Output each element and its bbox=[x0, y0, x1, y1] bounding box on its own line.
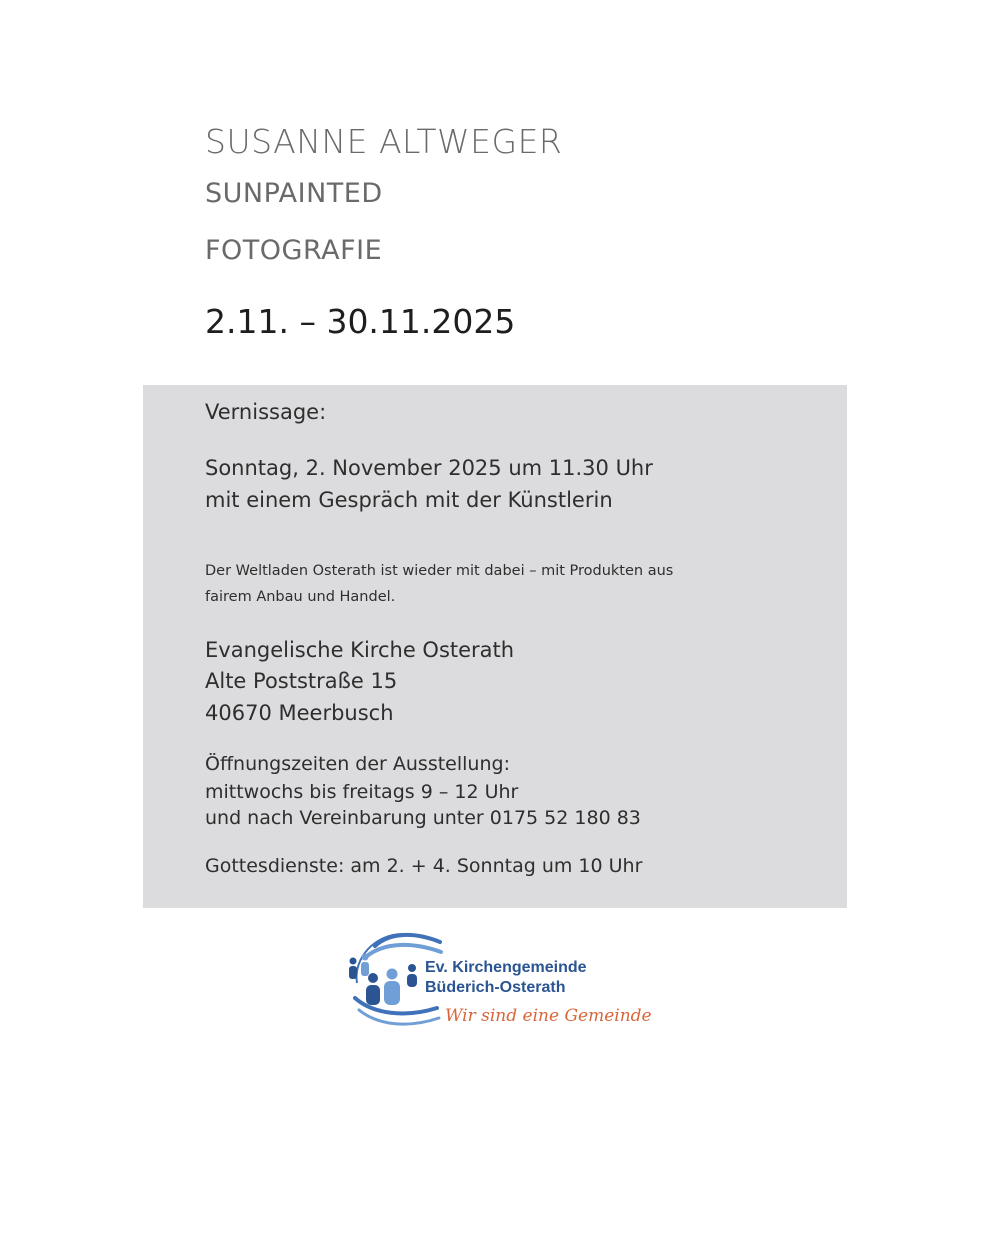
weltladen-note-line1: Der Weltladen Osterath ist wieder mit dabei – mit Produkten aus bbox=[205, 563, 674, 579]
info-panel bbox=[143, 385, 847, 908]
church-logo bbox=[345, 928, 665, 1038]
exhibition-dates: 2.11. – 30.11.2025 bbox=[205, 302, 516, 341]
opening-hours-label: Öffnungszeiten der Ausstellung: bbox=[205, 753, 510, 775]
congregation-emblem-icon bbox=[345, 928, 445, 1028]
vernissage-talk: mit einem Gespräch mit der Künstlerin bbox=[205, 488, 613, 512]
vernissage-date: Sonntag, 2. November 2025 um 11.30 Uhr bbox=[205, 456, 653, 480]
logo-name-line1: Ev. Kirchengemeinde bbox=[425, 959, 587, 976]
church-services: Gottesdienste: am 2. + 4. Sonntag um 10 Uhr bbox=[205, 855, 643, 877]
vernissage-label: Vernissage: bbox=[205, 400, 327, 424]
logo-slogan: Wir sind eine Gemeinde bbox=[445, 1006, 652, 1026]
venue-city: 40670 Meerbusch bbox=[205, 701, 394, 725]
exhibition-medium: FOTOGRAFIE bbox=[205, 235, 383, 266]
artist-name: SUSANNE ALTWEGER bbox=[205, 122, 563, 161]
venue-name: Evangelische Kirche Osterath bbox=[205, 638, 515, 662]
opening-hours-appointment: und nach Vereinbarung unter 0175 52 180 83 bbox=[205, 807, 641, 829]
opening-hours-days: mittwochs bis freitags 9 – 12 Uhr bbox=[205, 781, 519, 803]
weltladen-note-line2: fairem Anbau und Handel. bbox=[205, 589, 396, 605]
venue-street: Alte Poststraße 15 bbox=[205, 669, 398, 693]
exhibition-title: SUNPAINTED bbox=[205, 178, 383, 209]
logo-name-line2: Büderich-Osterath bbox=[425, 979, 566, 996]
